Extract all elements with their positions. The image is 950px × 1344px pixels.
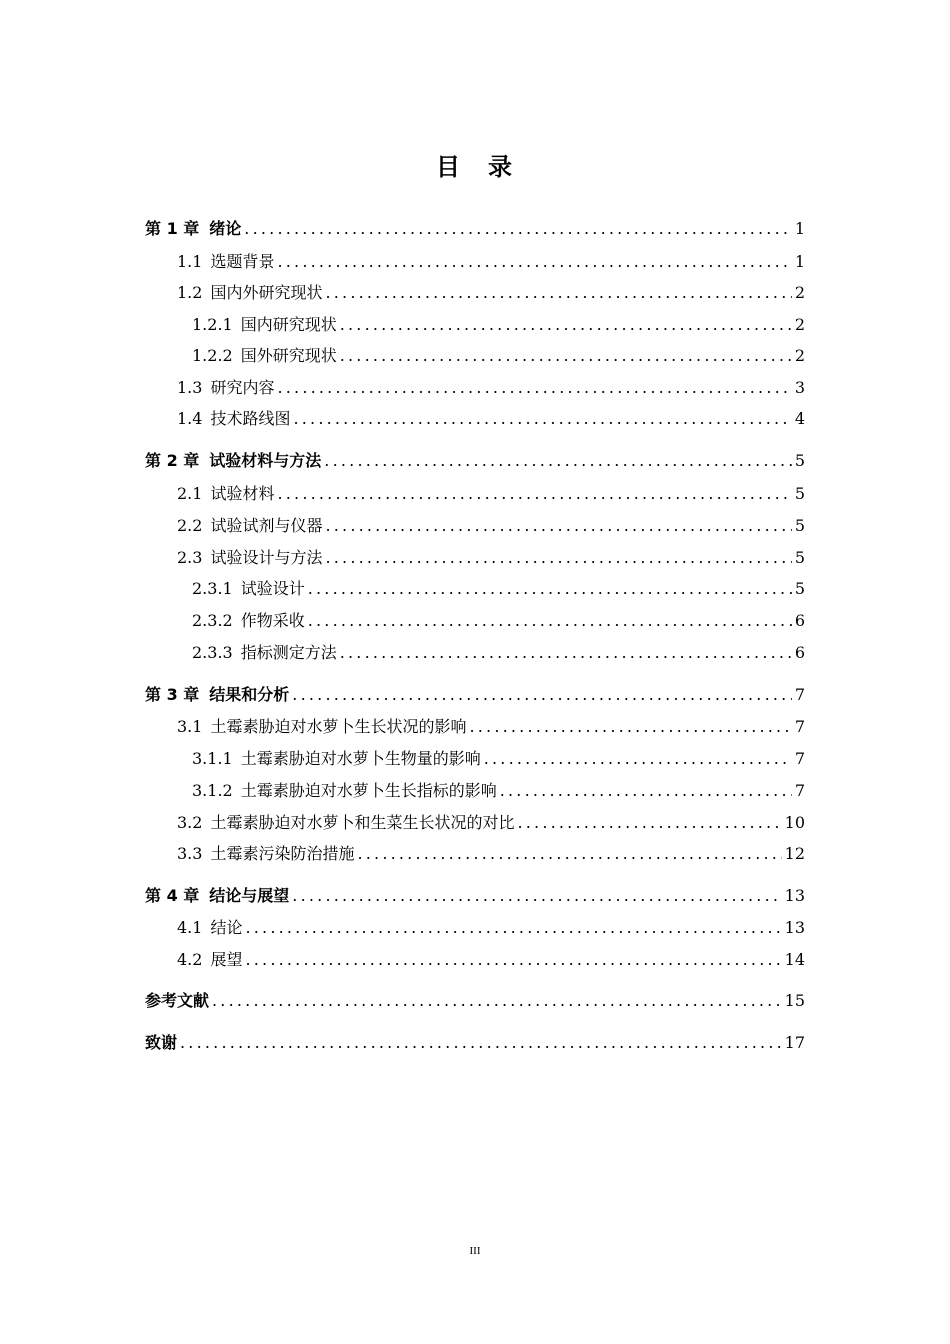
toc-entry-3-1-2[interactable] xyxy=(192,781,805,801)
toc-entry-title: 研究内容 xyxy=(210,378,275,397)
toc-entry-3-1[interactable] xyxy=(177,717,805,737)
toc-entry-page: 3 xyxy=(794,378,805,397)
toc-dot-leader xyxy=(245,950,781,970)
toc-entry-title: 试验试剂与仪器 xyxy=(210,516,323,535)
toc-entry-page: 4 xyxy=(794,409,805,428)
toc-dot-leader xyxy=(292,685,792,705)
toc-entry-page: 6 xyxy=(794,643,805,662)
toc-entry-page: 7 xyxy=(794,685,805,704)
toc-entry-number: 2.1 xyxy=(177,484,203,503)
toc-entry-number: 2.3.3 xyxy=(192,643,233,662)
toc-entry-title: 结论 xyxy=(210,918,243,937)
toc-entry-number: 3.1.2 xyxy=(192,781,233,800)
toc-entry-page: 17 xyxy=(784,1033,805,1052)
toc-dot-leader xyxy=(245,918,781,938)
toc-entry-number: 1.4 xyxy=(177,409,203,428)
toc-entry-2-3[interactable] xyxy=(177,548,805,568)
toc-entry-2-3-3[interactable] xyxy=(192,643,805,663)
toc-entry-title: 结果和分析 xyxy=(209,685,290,704)
toc-title-char-2: 录 xyxy=(488,153,514,181)
toc-dot-leader xyxy=(244,219,792,239)
toc-entry-1-2[interactable] xyxy=(177,283,805,303)
toc-entry-page: 13 xyxy=(784,918,805,937)
toc-entry-page: 12 xyxy=(784,844,805,863)
toc-entry-number: 第 4 章 xyxy=(145,886,200,905)
toc-entry-number: 1.2.1 xyxy=(192,315,233,334)
toc-dot-leader xyxy=(180,1033,782,1053)
toc-entry-1-3[interactable] xyxy=(177,378,805,398)
toc-dot-leader xyxy=(357,844,781,864)
toc-entry-number: 2.2 xyxy=(177,516,203,535)
toc-entry-chapter-3[interactable] xyxy=(145,685,805,705)
toc-entry-title: 土霉素胁迫对水萝卜生物量的影响 xyxy=(240,749,481,768)
toc-dot-leader xyxy=(469,717,791,737)
toc-entry-number: 第 3 章 xyxy=(145,685,200,704)
toc-entry-1-1[interactable] xyxy=(177,252,805,272)
toc-entry-title: 绪论 xyxy=(209,219,242,238)
toc-entry-page: 7 xyxy=(794,717,805,736)
toc-entry-page: 14 xyxy=(784,950,805,969)
toc-entry-page: 1 xyxy=(794,219,805,238)
toc-entry-title: 土霉素污染防治措施 xyxy=(210,844,355,863)
toc-entry-title: 致谢 xyxy=(145,1033,178,1052)
toc-entry-2-2[interactable] xyxy=(177,516,805,536)
toc-entry-number: 4.1 xyxy=(177,918,203,937)
toc-dot-leader xyxy=(277,252,791,272)
toc-entry-page: 6 xyxy=(794,611,805,630)
toc-entry-number: 2.3.1 xyxy=(192,579,233,598)
toc-entry-page: 10 xyxy=(784,813,805,832)
toc-entry-chapter-2[interactable] xyxy=(145,451,805,471)
toc-dot-leader xyxy=(325,548,791,568)
toc-dot-leader xyxy=(325,516,791,536)
toc-entry-number: 第 2 章 xyxy=(145,451,200,470)
toc-dot-leader xyxy=(325,283,791,303)
toc-entry-acknowledgements[interactable] xyxy=(145,1033,805,1053)
toc-dot-leader xyxy=(340,643,792,663)
toc-entry-page: 5 xyxy=(794,579,805,598)
toc-entry-page: 13 xyxy=(784,886,805,905)
toc-entry-chapter-1[interactable] xyxy=(145,219,805,239)
toc-entry-number: 1.3 xyxy=(177,378,203,397)
page-number-footer: III xyxy=(469,1245,481,1257)
toc-entry-number: 2.3 xyxy=(177,548,203,567)
toc-entry-page: 7 xyxy=(794,781,805,800)
toc-entry-number: 1.2.2 xyxy=(192,346,233,365)
toc-entry-title: 土霉素胁迫对水萝卜和生菜生长状况的对比 xyxy=(210,813,515,832)
toc-entry-page: 7 xyxy=(794,749,805,768)
toc-dot-leader xyxy=(484,749,792,769)
toc-dot-leader xyxy=(292,886,781,906)
toc-entry-number: 4.2 xyxy=(177,950,203,969)
toc-entry-number: 第 1 章 xyxy=(145,219,200,238)
toc-entry-number: 3.1.1 xyxy=(192,749,233,768)
toc-entry-title: 参考文献 xyxy=(145,991,210,1010)
toc-entry-2-1[interactable] xyxy=(177,484,805,504)
toc-entry-title: 国内外研究现状 xyxy=(210,283,323,302)
toc-entry-title: 结论与展望 xyxy=(209,886,290,905)
toc-entry-title: 土霉素胁迫对水萝卜生长状况的影响 xyxy=(210,717,467,736)
toc-entry-title: 土霉素胁迫对水萝卜生长指标的影响 xyxy=(240,781,497,800)
toc-entry-page: 1 xyxy=(794,252,805,271)
toc-entry-number: 2.3.2 xyxy=(192,611,233,630)
toc-entry-title: 试验设计 xyxy=(240,579,305,598)
toc-entry-4-1[interactable] xyxy=(177,918,805,938)
toc-entry-3-1-1[interactable] xyxy=(192,749,805,769)
toc-entry-number: 3.3 xyxy=(177,844,203,863)
toc-entry-1-2-1[interactable] xyxy=(192,315,805,335)
toc-entry-title: 指标测定方法 xyxy=(240,643,337,662)
toc-dot-leader xyxy=(340,346,792,366)
toc-entry-page: 15 xyxy=(784,991,805,1010)
toc-entry-4-2[interactable] xyxy=(177,950,805,970)
toc-entry-title: 作物采收 xyxy=(240,611,305,630)
toc-entry-3-3[interactable] xyxy=(177,844,805,864)
toc-entry-3-2[interactable] xyxy=(177,813,805,833)
toc-entry-references[interactable] xyxy=(145,991,805,1011)
toc-entry-chapter-4[interactable] xyxy=(145,886,805,906)
toc-dot-leader xyxy=(340,315,792,335)
toc-entry-title: 试验材料与方法 xyxy=(209,451,322,470)
toc-dot-leader xyxy=(212,991,782,1011)
toc-entry-title: 选题背景 xyxy=(210,252,275,271)
toc-entry-number: 3.2 xyxy=(177,813,203,832)
toc-entry-number: 1.2 xyxy=(177,283,203,302)
toc-entry-title: 技术路线图 xyxy=(210,409,291,428)
toc-entry-title: 国内研究现状 xyxy=(240,315,337,334)
toc-entry-title: 展望 xyxy=(210,950,243,969)
toc-entry-1-4[interactable] xyxy=(177,409,805,429)
toc-entry-page: 5 xyxy=(794,484,805,503)
toc-entry-page: 5 xyxy=(794,516,805,535)
toc-dot-leader xyxy=(517,813,781,833)
toc-entry-2-3-2[interactable] xyxy=(192,611,805,631)
toc-title-char-1: 目 xyxy=(436,153,462,181)
toc-entry-number: 1.1 xyxy=(177,252,203,271)
toc-dot-leader xyxy=(324,451,792,471)
toc-dot-leader xyxy=(293,409,791,429)
toc-entry-2-3-1[interactable] xyxy=(192,579,805,599)
toc-entry-1-2-2[interactable] xyxy=(192,346,805,366)
toc-dot-leader xyxy=(277,484,791,504)
toc-dot-leader xyxy=(277,378,791,398)
toc-entry-number: 3.1 xyxy=(177,717,203,736)
toc-entry-title: 国外研究现状 xyxy=(240,346,337,365)
toc-entry-page: 5 xyxy=(794,548,805,567)
toc-entry-title: 试验设计与方法 xyxy=(210,548,323,567)
toc-dot-leader xyxy=(308,579,792,599)
toc-entry-title: 试验材料 xyxy=(210,484,275,503)
toc-entry-page: 2 xyxy=(794,283,805,302)
toc-entry-page: 2 xyxy=(794,315,805,334)
toc-dot-leader xyxy=(500,781,792,801)
toc-dot-leader xyxy=(308,611,792,631)
toc-entry-page: 5 xyxy=(794,451,805,470)
toc-entry-page: 2 xyxy=(794,346,805,365)
